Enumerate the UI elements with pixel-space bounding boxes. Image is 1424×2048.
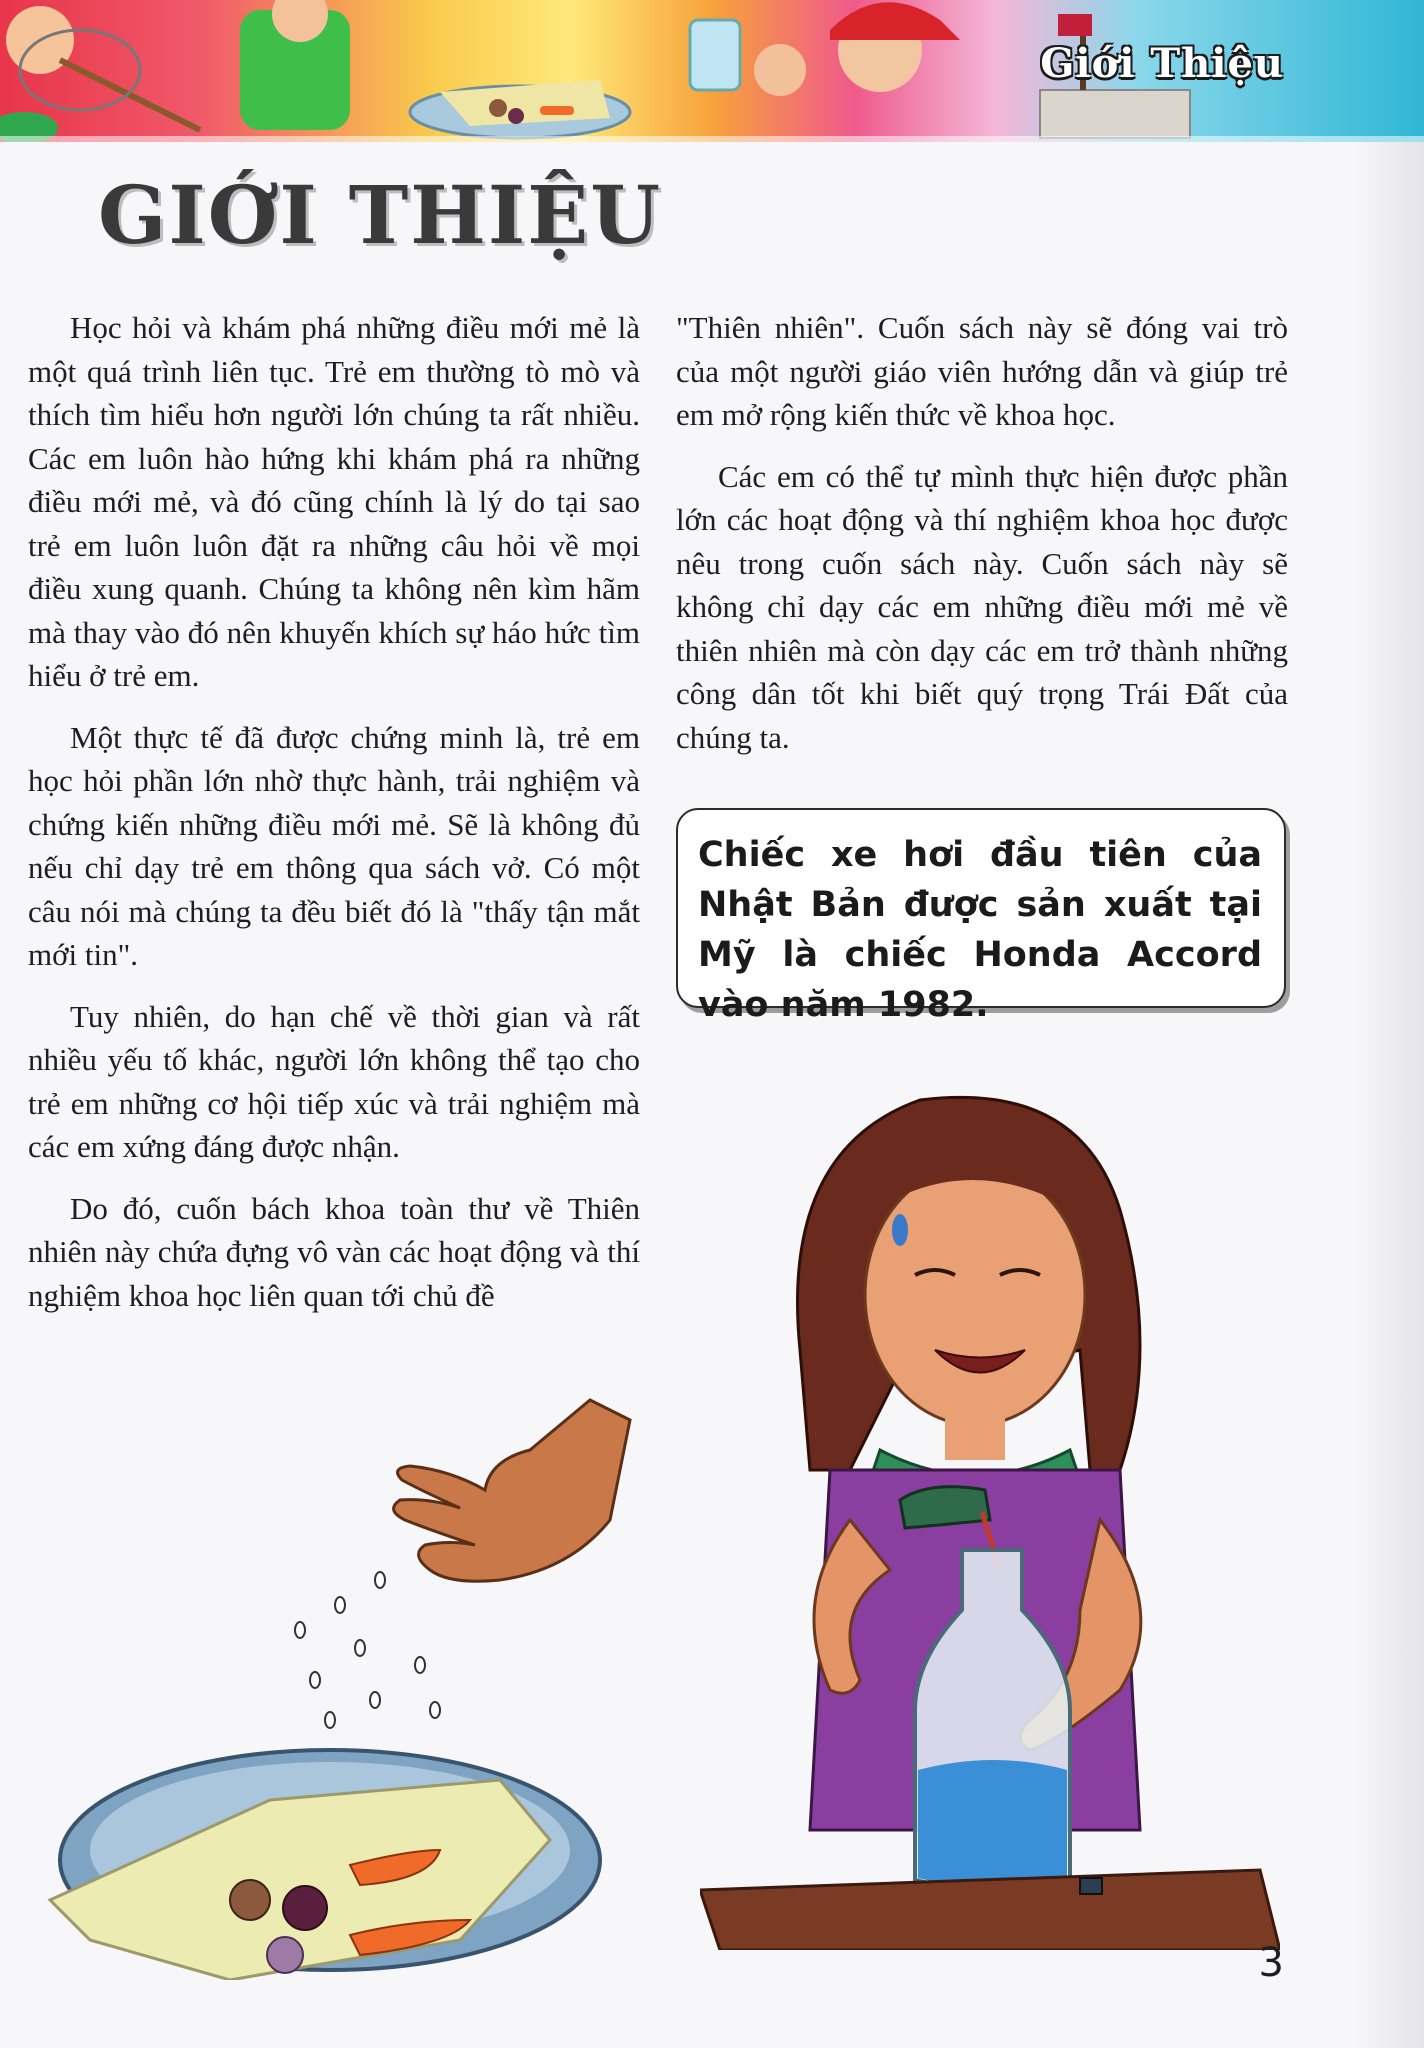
left-column — [28, 306, 640, 1335]
girl-experiment-illustration — [700, 1050, 1280, 1950]
paragraph: Một thực tế đã được chứng minh là, trẻ em học hỏi phần lớn nhờ thực hành, trải nghiệm và chứng kiến những điều mới mẻ. Sẽ là không đủ nếu chỉ dạy trẻ em thông qua sách vở. Có một câu nói mà chúng ta đều biết đó là "thấy tận mắt mới tin". — [28, 719, 640, 972]
paragraph: Tuy nhiên, do hạn chế về thời gian và rất nhiều yếu tố khác, người lớn không thể tạo cho trẻ em những cơ hội tiếp xúc và trải nghiệm mà các em xứng đáng được nhận. — [28, 998, 640, 1164]
paragraph: "Thiên nhiên". Cuốn sách này sẽ đóng vai trò của một người giáo viên hướng dẫn và giúp trẻ em mở rộng kiến thức về khoa học. — [676, 310, 1288, 432]
paragraph: Các em có thể tự mình thực hiện được phần lớn các hoạt động và thí nghiệm khoa học được nêu trong cuốn sách này. Cuốn sách này sẽ không chỉ dạy các em những điều mới mẻ về thiên nhiên mà còn dạy các em trở thành những công dân tốt khi biết quý trọng Trái Đất của chúng ta. — [676, 458, 1288, 755]
fact-text: Chiếc xe hơi đầu tiên của Nhật Bản được sản xuất tại Mỹ là chiếc Honda Accord vào năm 1982. — [698, 835, 1262, 1025]
page-number: 3 — [1258, 1940, 1284, 1986]
header-banner — [0, 0, 1424, 142]
page-edge-shade — [1354, 142, 1424, 2048]
page-title: GIỚI THIỆU — [98, 168, 662, 262]
paragraph: Học hỏi và khám phá những điều mới mẻ là một quá trình liên tục. Trẻ em thường tò mò và thích tìm hiểu hơn người lớn chúng ta rất nhiều. Các em luôn hào hứng khi khám phá ra những điều mới mẻ, và đó cũng chính là lý do tại sao trẻ em luôn luôn đặt ra những câu hỏi về mọi điều xung quanh. Chúng ta không nên kìm hãm mà thay vào đó nên khuyến khích sự háo hức tìm hiểu ở trẻ em. — [28, 310, 640, 693]
paragraph: Do đó, cuốn bách khoa toàn thư về Thiên nhiên này chứa đựng vô vàn các hoạt động và thí nghiệm khoa học liên quan tới chủ đề — [28, 1190, 640, 1313]
section-label: Giới Thiệu — [1040, 40, 1284, 87]
seeds-dish-illustration — [30, 1380, 650, 1980]
fact-box — [676, 808, 1286, 1025]
right-column — [676, 306, 1288, 777]
